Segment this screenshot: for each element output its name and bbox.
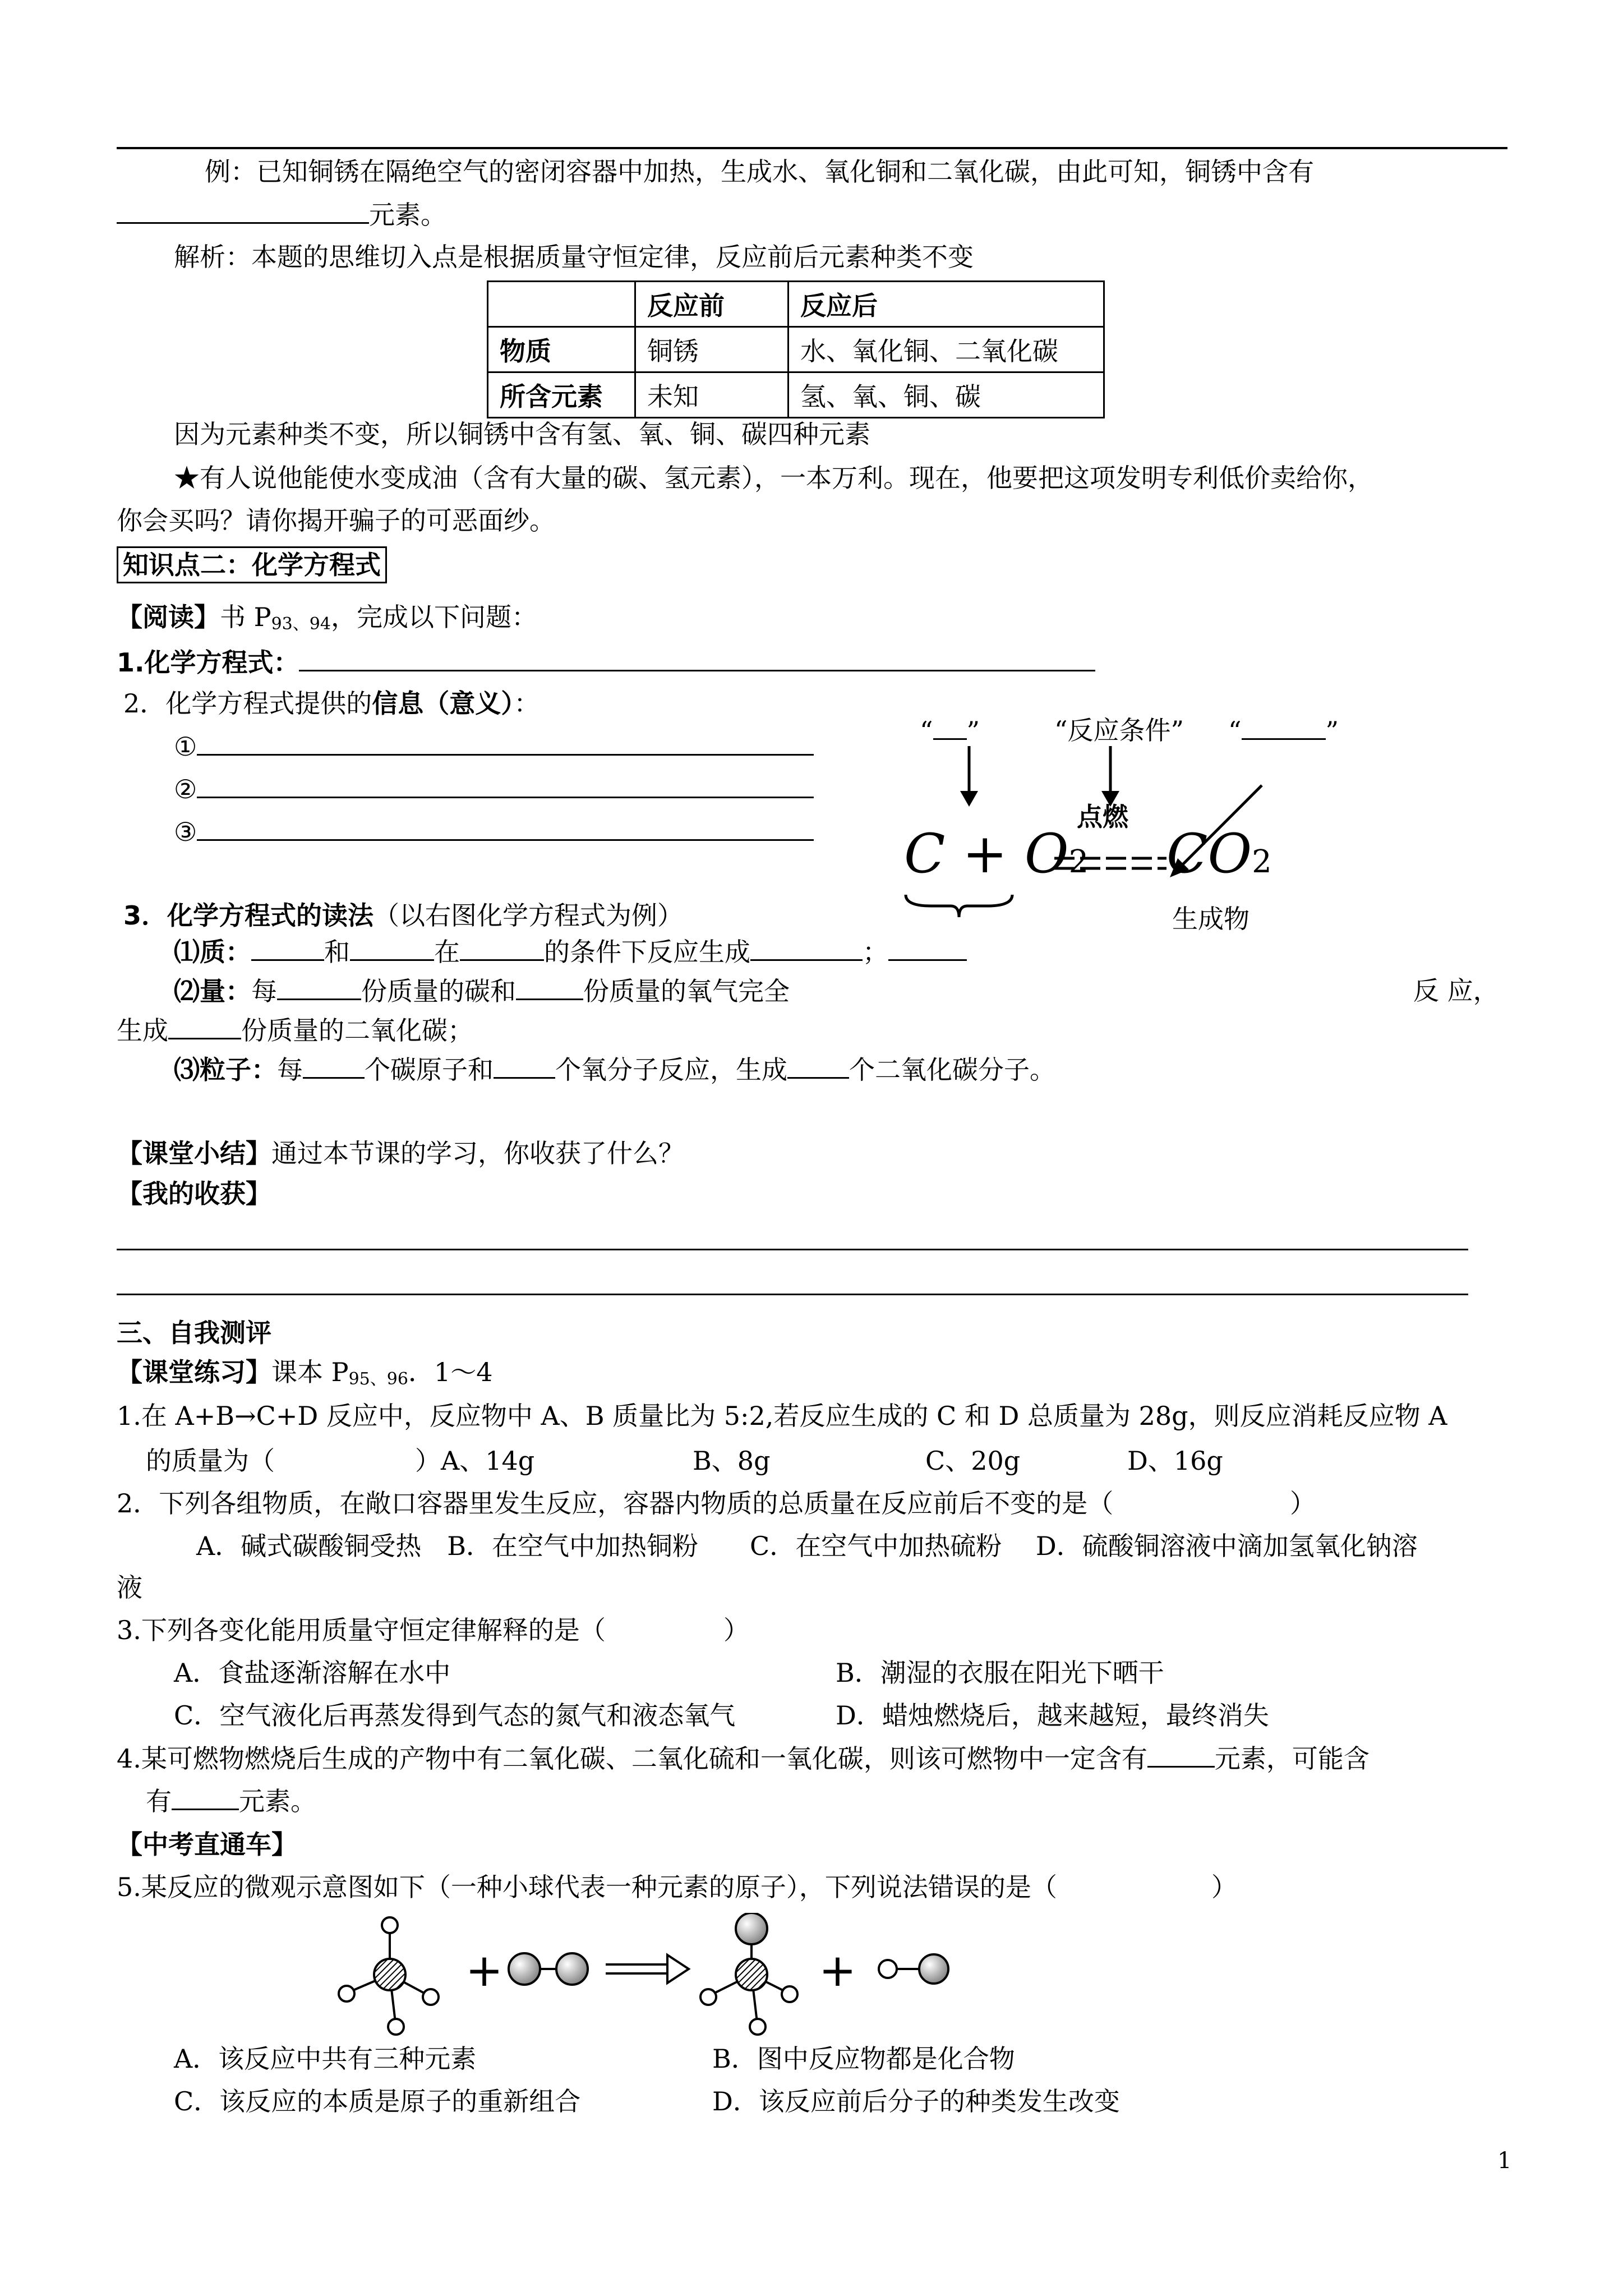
plus-sign-2: + — [819, 1944, 857, 1996]
my-gain-label: 【我的收获】 — [117, 1179, 271, 1209]
q5-option-c: C．该反应的本质是原子的重新组合 — [174, 2086, 581, 2116]
answer-blank[interactable] — [197, 815, 814, 841]
q1-option-b: B、8g — [693, 1446, 771, 1476]
answer-blank[interactable] — [516, 974, 583, 1000]
answer-blank[interactable] — [197, 729, 814, 756]
molecule-product-1 — [700, 1913, 797, 2035]
diagram-label-condition: “反应条件” — [1054, 715, 1184, 746]
kp2-title: 知识点二：化学方程式 — [117, 546, 387, 583]
answer-blank[interactable] — [494, 1052, 555, 1079]
top-rule — [117, 147, 1507, 149]
answer-blank[interactable] — [933, 714, 967, 740]
q3-close: ） — [723, 1615, 749, 1645]
meaning-2: ② — [174, 772, 814, 806]
q3-reading: 3．化学方程式的读法（以右图化学方程式为例） — [123, 900, 684, 931]
equation-left: C + O2 — [904, 822, 1089, 885]
answer-blank[interactable] — [1242, 714, 1326, 740]
answer-blank[interactable] — [197, 772, 814, 798]
plus-sign-1: + — [465, 1944, 504, 1996]
star-line1: ★有人说他能使水变成油（含有大量的碳、氢元素），一本万利。现在，他要把这项发明专利低价卖给你， — [174, 463, 1373, 493]
zhongkao-label: 【中考直通车】 — [117, 1829, 297, 1860]
gain-line-1[interactable] — [117, 1249, 1468, 1250]
table-row: 所含元素 未知 氢、氧、铜、碳 — [488, 372, 1104, 418]
reading-quantity: ⑵量：每 份质量的碳和 份质量的氧气完全 — [174, 974, 790, 1008]
page-number: 1 — [1497, 2148, 1512, 2174]
q3-option-c: C．空气液化后再蒸发得到气态的氮气和液态氧气 — [174, 1700, 736, 1731]
answer-blank[interactable] — [787, 1052, 849, 1079]
micro-reaction-diagram — [325, 1913, 998, 2059]
q5-option-a: A．该反应中共有三种元素 — [174, 2044, 477, 2074]
q2-info: 2．化学方程式提供的信息（意义）： — [123, 688, 540, 719]
answer-blank[interactable] — [888, 935, 967, 961]
gain-line-2[interactable] — [117, 1294, 1468, 1295]
analysis-table — [487, 280, 1105, 418]
q4-line2: 有 元素。 — [146, 1784, 316, 1818]
equation-right: CO2 — [1166, 822, 1272, 885]
answer-blank[interactable] — [750, 935, 863, 961]
q5-close: ） — [1211, 1872, 1237, 1902]
molecule-reactant-2 — [509, 1953, 588, 1985]
q1-line1: 1.在 A+B→C+D 反应中，反应物中 A、B 质量比为 5:2,若反应生成的 C 和 D 总质量为 28g，则反应消耗反应物 A — [117, 1401, 1447, 1431]
reading-quality: ⑴质： 和 在 的条件下反应生成 ； — [174, 935, 967, 969]
product-label: 生成物 — [1172, 904, 1249, 934]
molecule-product-2 — [879, 1954, 948, 1984]
example-line2: 元素。 — [117, 197, 446, 232]
q5-line: 5.某反应的微观示意图如下（一种小球代表一种元素的原子），下列说法错误的是（ — [117, 1872, 1057, 1902]
star-line2: 你会买吗？请你揭开骗子的可恶面纱。 — [117, 505, 555, 536]
answer-blank[interactable] — [277, 974, 361, 1000]
molecule-reactant-1 — [339, 1917, 439, 2035]
answer-blank[interactable] — [350, 935, 434, 961]
class-summary: 【课堂小结】通过本节课的学习，你收获了什么？ — [117, 1138, 684, 1168]
q1-equation-def: 1.化学方程式： — [117, 645, 1095, 679]
q3-option-d: D．蜡烛燃烧后，越来越短，最终消失 — [836, 1700, 1269, 1731]
q1-line2: 的质量为（ ）A、14g — [146, 1446, 535, 1476]
q3-option-a: A．食盐逐渐溶解在水中 — [174, 1658, 451, 1688]
example-line1: 例：已知铜锈在隔绝空气的密闭容器中加热，生成水、氧化铜和二氧化碳，由此可知，铜锈中含有 — [205, 157, 1314, 187]
answer-blank[interactable] — [172, 1784, 239, 1810]
diagram-label-reactants: “ ” — [920, 714, 980, 748]
reading-quantity-line2: 生成 份质量的二氧化碳； — [117, 1013, 473, 1047]
answer-blank[interactable] — [168, 1013, 241, 1039]
q3-option-b: B．潮湿的衣服在阳光下晒干 — [836, 1658, 1164, 1688]
q1-option-d: D、16g — [1127, 1446, 1223, 1476]
answer-blank[interactable] — [251, 935, 324, 961]
reading-particles: ⑶粒子：每 个碳原子和 个氧分子反应，生成 个二氧化碳分子。 — [174, 1052, 1055, 1087]
q1-option-c: C、20g — [925, 1446, 1021, 1476]
q2-options: A．碱式碳酸铜受热 B．在空气中加热铜粉 C．在空气中加热硫粉 D．硫酸铜溶液中滴加氢氧化钠溶 — [196, 1531, 1418, 1561]
condition-label: 点燃 — [1077, 802, 1128, 832]
q5-option-b: B．图中反应物都是化合物 — [712, 2044, 1015, 2074]
reading-line: 【阅读】书 $P_{93、94}$，完成以下问题： — [117, 602, 537, 634]
table-row: 物质 铜锈 水、氧化铜、二氧化碳 — [488, 327, 1104, 372]
q4-line1: 4.某可燃物燃烧后生成的产物中有二氧化碳、二氧化硫和一氧化碳，则该可燃物中一定含有 元素，可能含 — [117, 1741, 1370, 1775]
q5-option-d: D．该反应前后分子的种类发生改变 — [712, 2086, 1120, 2116]
diagram-label-product: “ ” — [1228, 714, 1339, 748]
analysis-line: 解析：本题的思维切入点是根据质量守恒定律，反应前后元素种类不变 — [174, 242, 974, 272]
reaction-arrow — [606, 1955, 689, 1983]
q2-close: ） — [1290, 1488, 1316, 1519]
meaning-3: ③ — [174, 815, 814, 849]
equation-sign — [1054, 853, 1166, 875]
practice-line: 【课堂练习】课本 $P_{95、96}$．1～4 — [117, 1357, 493, 1389]
reading-quantity-tail: 反 应， — [1413, 976, 1499, 1006]
answer-blank[interactable] — [117, 197, 369, 224]
meaning-1: ① — [174, 729, 814, 763]
table-header-row: 反应前 反应后 — [488, 282, 1104, 327]
answer-blank[interactable] — [299, 645, 1095, 671]
reactants-brace — [903, 892, 1015, 920]
conclusion-line: 因为元素种类不变，所以铜锈中含有氢、氧、铜、碳四种元素 — [174, 419, 870, 449]
answer-blank[interactable] — [1147, 1741, 1215, 1768]
answer-blank[interactable] — [460, 935, 544, 961]
q3-line: 3.下列各变化能用质量守恒定律解释的是（ — [117, 1615, 606, 1645]
q2-line1: 2．下列各组物质，在敞口容器里发生反应，容器内物质的总质量在反应前后不变的是（ — [117, 1488, 1114, 1519]
selftest-title: 三、自我测评 — [117, 1318, 271, 1348]
q2-options-tail: 液 — [117, 1572, 142, 1603]
answer-blank[interactable] — [303, 1052, 365, 1079]
